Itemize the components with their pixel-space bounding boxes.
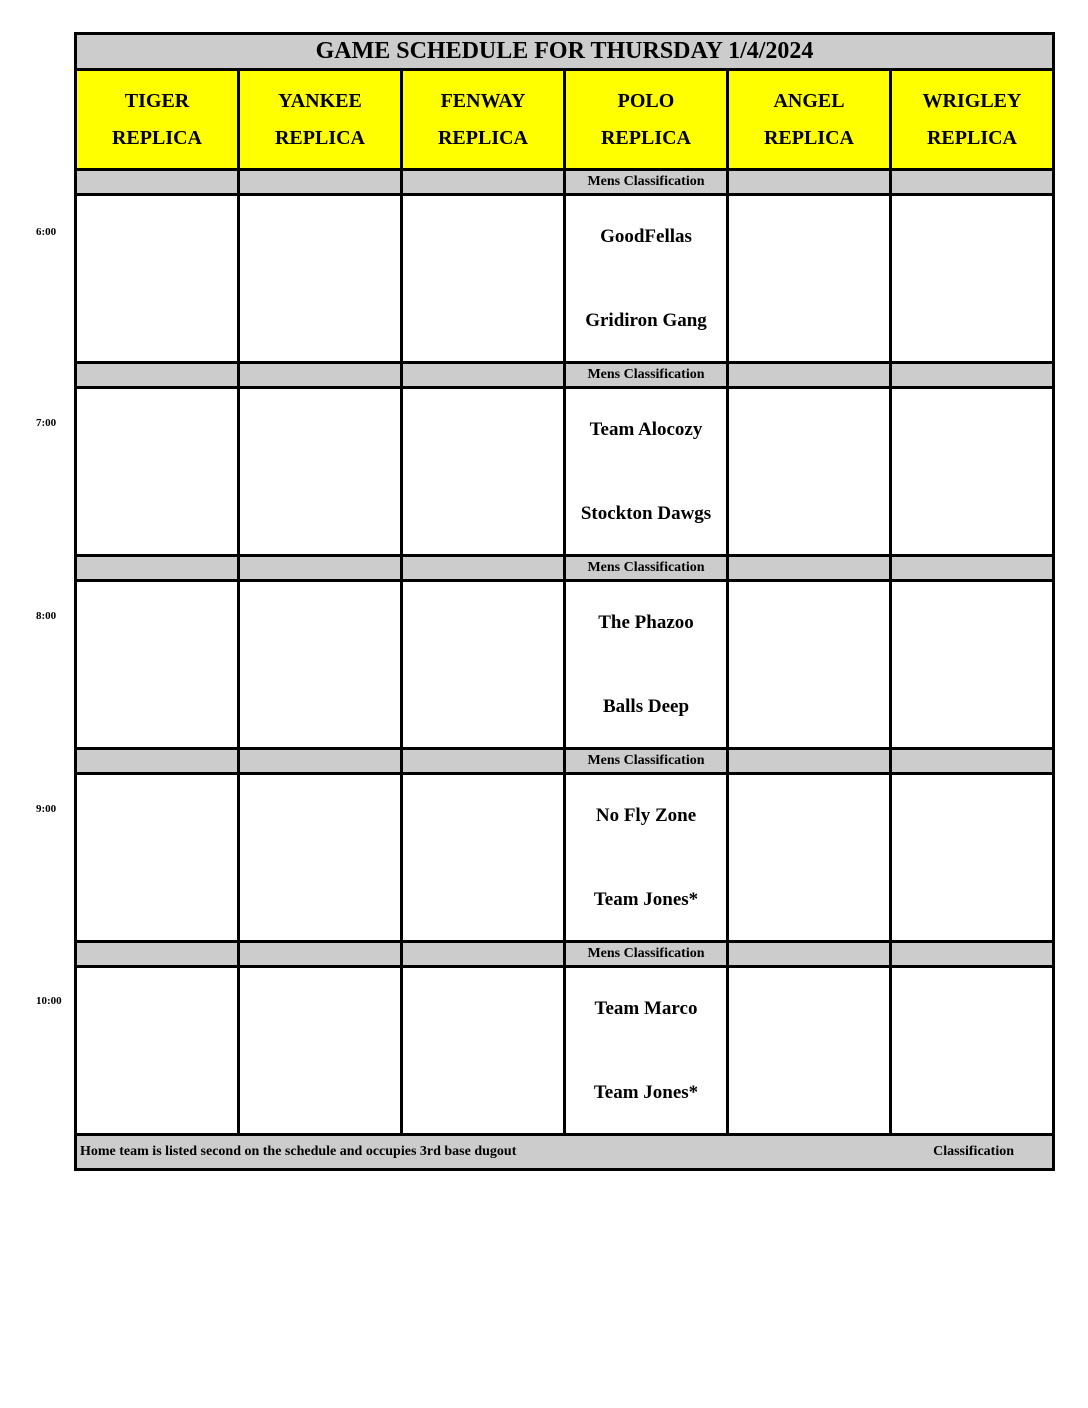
game-row <box>77 196 1052 364</box>
away-team: No Fly Zone <box>595 805 697 826</box>
classification-band <box>77 557 1052 582</box>
field-header-row <box>77 71 1052 171</box>
classification-band <box>77 943 1052 968</box>
classification-band <box>77 364 1052 389</box>
field-subtitle: REPLICA <box>111 126 202 149</box>
field-header <box>729 71 892 168</box>
footer-note: Home team is listed second on the schedule and occupies 3rd base dugout <box>80 1144 517 1159</box>
field-name: POLO <box>617 89 675 112</box>
time-label: 7:00 <box>36 417 57 429</box>
field-header <box>403 71 566 168</box>
page-title: GAME SCHEDULE FOR THURSDAY 1/4/2024 <box>77 35 1052 71</box>
home-team: Team Jones* <box>593 1082 699 1103</box>
home-team: Balls Deep <box>602 696 690 717</box>
field-subtitle: REPLICA <box>437 126 528 149</box>
classification-band <box>77 750 1052 775</box>
game-row <box>77 582 1052 750</box>
field-name: TIGER <box>124 89 190 112</box>
field-name: WRIGLEY <box>922 89 1022 112</box>
game-row <box>77 775 1052 943</box>
away-team: Team Marco <box>594 998 698 1019</box>
field-header <box>566 71 729 168</box>
game-cell <box>566 968 729 1133</box>
field-header <box>77 71 240 168</box>
away-team: GoodFellas <box>600 226 692 247</box>
classification-label: Mens Classification <box>566 171 729 193</box>
game-row <box>77 968 1052 1136</box>
field-subtitle: REPLICA <box>600 126 691 149</box>
home-team: Gridiron Gang <box>585 310 707 331</box>
time-label: 10:00 <box>36 995 62 1007</box>
game-cell <box>566 582 729 747</box>
away-team: Team Alocozy <box>589 419 703 440</box>
home-team: Team Jones* <box>593 889 699 910</box>
time-label: 9:00 <box>36 803 57 815</box>
game-cell <box>566 389 729 554</box>
home-team: Stockton Dawgs <box>580 503 712 524</box>
field-header <box>240 71 403 168</box>
field-subtitle: REPLICA <box>926 126 1017 149</box>
classification-label: Mens Classification <box>566 750 729 772</box>
footer-bar <box>77 1136 1052 1168</box>
classification-band <box>77 171 1052 196</box>
field-name: FENWAY <box>440 89 526 112</box>
game-row <box>77 389 1052 557</box>
field-name: ANGEL <box>773 89 845 112</box>
schedule-table <box>74 32 1055 1171</box>
away-team: The Phazoo <box>598 612 694 633</box>
classification-label: Mens Classification <box>566 364 729 386</box>
classification-label: Mens Classification <box>566 943 729 965</box>
field-name: YANKEE <box>278 89 362 112</box>
time-label: 8:00 <box>36 610 57 622</box>
time-label: 6:00 <box>36 226 57 238</box>
field-subtitle: REPLICA <box>274 126 365 149</box>
game-cell <box>566 775 729 940</box>
classification-label: Mens Classification <box>566 557 729 579</box>
field-subtitle: REPLICA <box>763 126 854 149</box>
game-cell <box>566 196 729 361</box>
footer-classification-label: Classification <box>933 1144 1014 1159</box>
field-header <box>892 71 1052 168</box>
